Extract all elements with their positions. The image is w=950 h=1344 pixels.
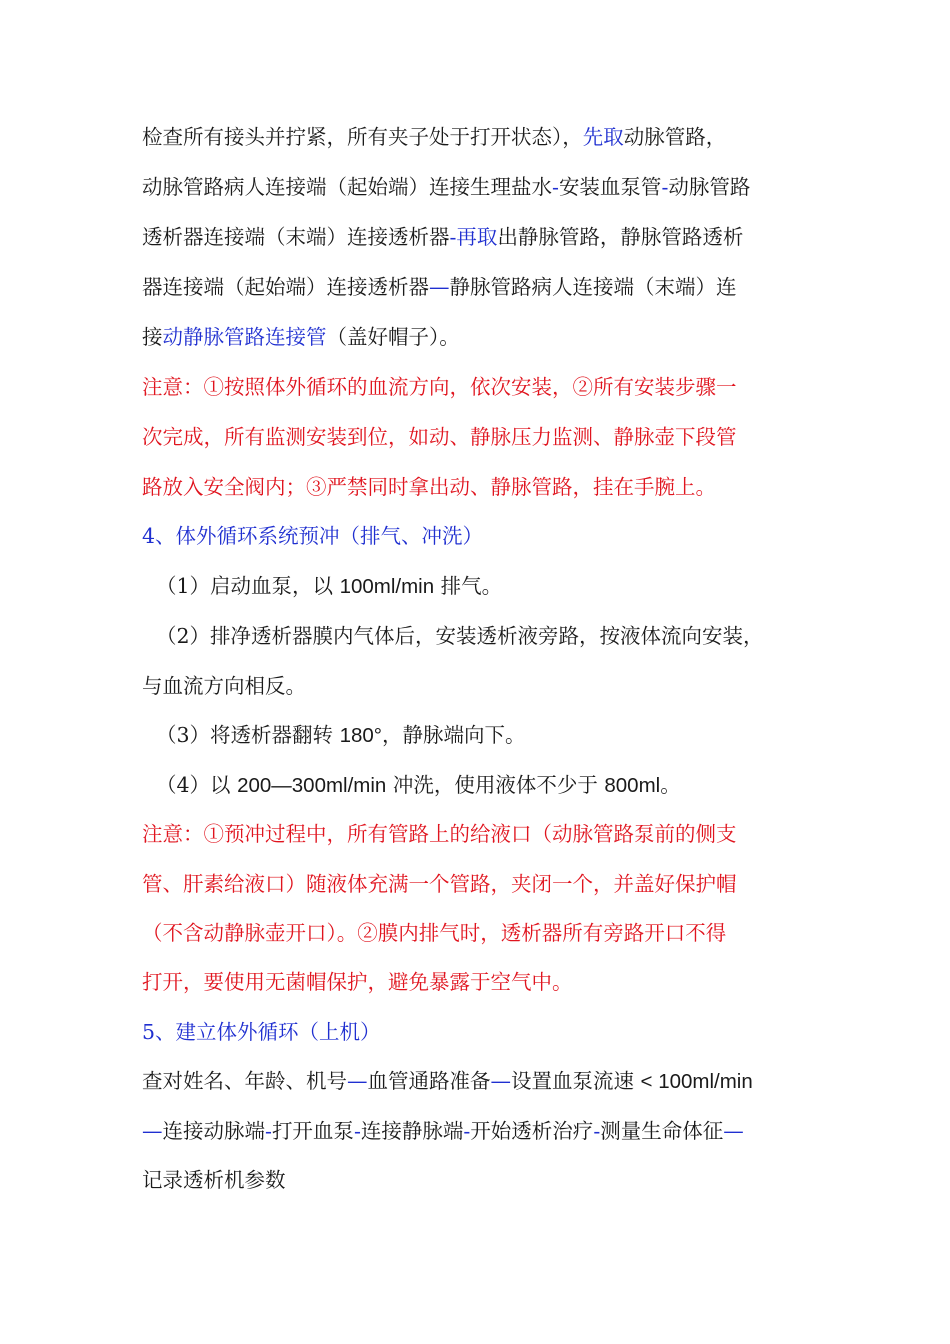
body-line: 器连接端（起始端）连接透析器—静脉管路病人连接端（末端）连 (142, 275, 737, 299)
body-line: 透析器连接端（末端）连接透析器-再取出静脉管路，静脉管路透析 (142, 225, 744, 249)
body-line: 接动静脉管路连接管（盖好帽子）。 (142, 325, 460, 349)
note-line: 打开，要使用无菌帽保护，避免暴露于空气中。 (142, 970, 573, 994)
highlight-text: -再取 (449, 225, 498, 249)
body-line: —连接动脉端-打开血泵-连接静脉端-开始透析治疗-测量生命体征— (142, 1119, 744, 1143)
note-line: 注意：①预冲过程中，所有管路上的给液口（动脉管路泵前的侧支 (142, 822, 737, 846)
step-line: （2）排净透析器膜内气体后，安装透析液旁路，按液体流向安装， (156, 624, 764, 648)
note-line: 注意：①按照体外循环的血流方向，依次安装，②所有安装步骤一 (142, 375, 737, 399)
highlight-text: 动静脉管路连接管 (162, 325, 327, 349)
section-heading: 4、体外循环系统预冲（排气、冲洗） (142, 524, 484, 548)
body-line: 检查所有接头并拧紧，所有夹子处于打开状态），先取动脉管路， (142, 125, 727, 149)
step-line: （4）以 200—300ml/min 冲洗，使用液体不少于 800ml。 (156, 773, 681, 797)
note-line: 次完成，所有监测安装到位，如动、静脉压力监测、静脉壶下段管 (142, 425, 737, 449)
step-line: （3）将透析器翻转 180°，静脉端向下。 (156, 723, 526, 747)
highlight-text: 先取 (582, 125, 624, 149)
note-line: （不含动静脉壶开口）。②膜内排气时，透析器所有旁路开口不得 (142, 921, 727, 945)
step-line: 与血流方向相反。 (142, 674, 306, 698)
note-line: 管、肝素给液口）随液体充满一个管路，夹闭一个，并盖好保护帽 (142, 872, 737, 896)
step-line: （1）启动血泵，以 100ml/min 排气。 (156, 574, 503, 598)
note-line: 路放入安全阀内；③严禁同时拿出动、静脉管路，挂在手腕上。 (142, 475, 716, 499)
body-line: 动脉管路病人连接端（起始端）连接生理盐水-安装血泵管-动脉管路 (142, 175, 751, 199)
section-heading: 5、建立体外循环（上机） (142, 1020, 381, 1044)
body-line: 记录透析机参数 (142, 1168, 286, 1192)
body-line: 查对姓名、年龄、机号—血管通路准备—设置血泵流速 < 100ml/min (142, 1069, 753, 1093)
